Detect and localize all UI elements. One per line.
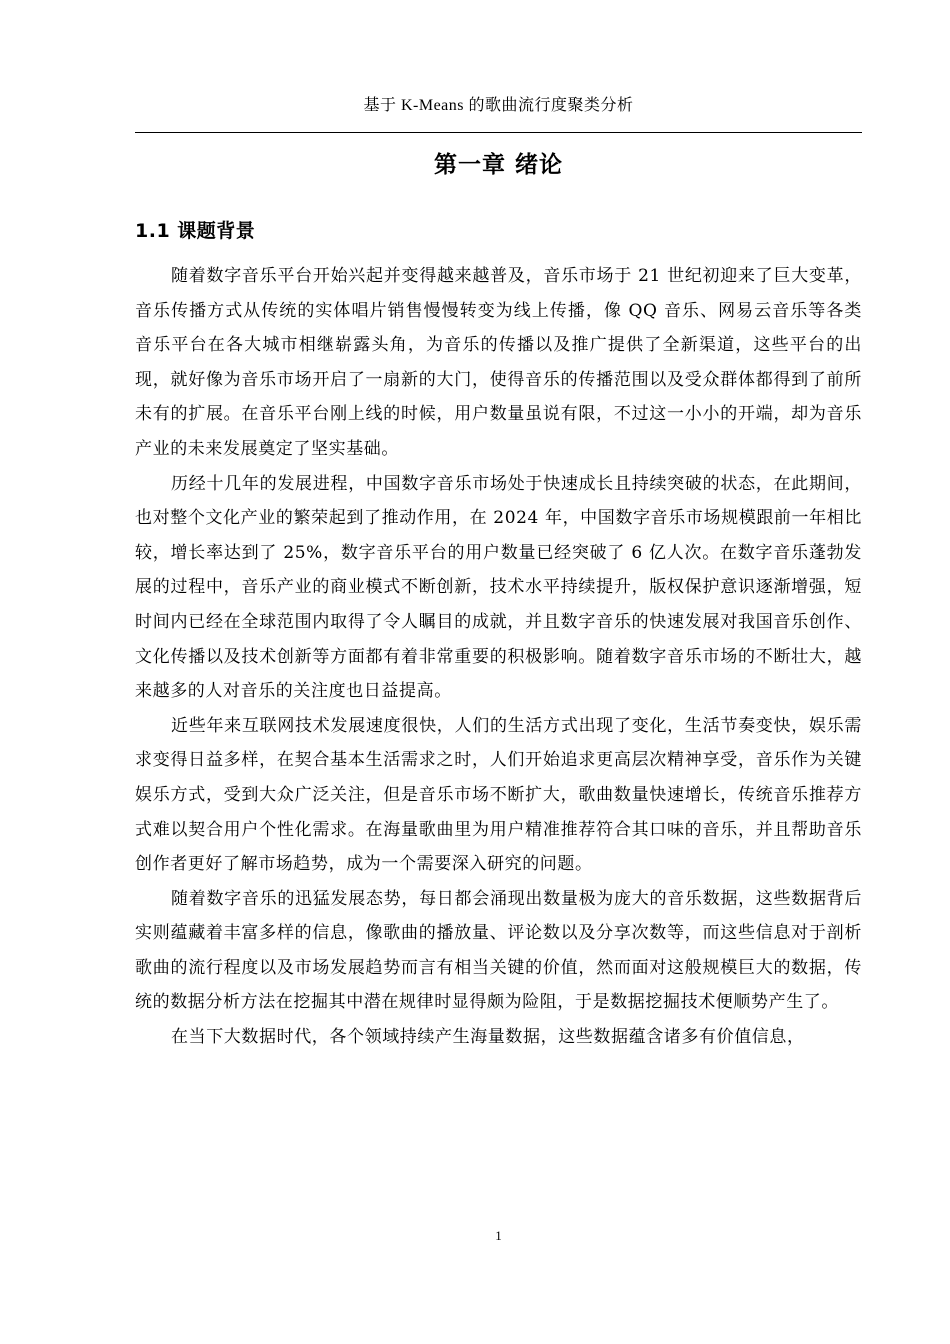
body-text xyxy=(135,259,862,1055)
paragraph-4: 随着数字音乐的迅猛发展态势，每日都会涌现出数量极为庞大的音乐数据，这些数据背后实则蕴藏着丰富多样的信息，像歌曲的播放量、评论数以及分享次数等，而这些信息对于剖析歌曲的流行程度以及市场发展趋势而言有相当关键的价值，然而面对这般规模巨大的数据，传统的数据分析方法在挖掘其中潜在规律时显得颇为险阻，于是数据挖掘技术便顺势产生了。 xyxy=(135,888,862,1013)
page-number: 1 xyxy=(495,1228,502,1243)
paragraph-5: 在当下大数据时代，各个领域持续产生海量数据，这些数据蕴含诸多有价值信息， xyxy=(171,1027,805,1048)
header-divider xyxy=(135,132,862,133)
section-heading: 1.1 课题背景 xyxy=(135,220,256,242)
paragraph-2: 历经十几年的发展进程，中国数字音乐市场处于快速成长且持续突破的状态，在此期间，也对整个文化产业的繁荣起到了推动作用，在 2024 年，中国数字音乐市场规模跟前一年相比较，增长率达到了 25%，数字音乐平台的用户数量已经突破了 6 亿人次。在数字音乐蓬勃发展的过程中，音乐产业的商业模式不断创新，技术水平持续提升，版权保护意识逐渐增强，短时间内已经在全球范围内取得了令人瞩目的成就，并且数字音乐的快速发展对我国音乐创作、文化传播以及技术创新等方面都有着非常重要的积极影响。随着数字音乐市场的不断壮大，越来越多的人对音乐的关注度也日益提高。 xyxy=(135,473,862,702)
chapter-title: 第一章 绪论 xyxy=(433,152,563,178)
paragraph-1: 随着数字音乐平台开始兴起并变得越来越普及，音乐市场于 21 世纪初迎来了巨大变革，音乐传播方式从传统的实体唱片销售慢慢转变为线上传播，像 QQ 音乐、网易云音乐等各类音乐平台在各大城市相继崭露头角，为音乐的传播以及推广提供了全新渠道，这些平台的出现，就好像为音乐市场开启了一扇新的大门，使得音乐的传播范围以及受众群体都得到了前所未有的扩展。在音乐平台刚上线的时候，用户数量虽说有限，不过这一小小的开端，却为音乐产业的未来发展奠定了坚实基础。 xyxy=(135,266,862,459)
running-header: 基于 K-Means 的歌曲流行度聚类分析 xyxy=(363,97,634,114)
paragraph-3: 近些年来互联网技术发展速度很快，人们的生活方式出现了变化，生活节奏变快，娱乐需求变得日益多样，在契合基本生活需求之时，人们开始追求更高层次精神享受，音乐作为关键娱乐方式，受到大众广泛关注，但是音乐市场不断扩大，歌曲数量快速增长，传统音乐推荐方式难以契合用户个性化需求。在海量歌曲里为用户精准推荐符合其口味的音乐，并且帮助音乐创作者更好了解市场趋势，成为一个需要深入研究的问题。 xyxy=(135,715,862,875)
